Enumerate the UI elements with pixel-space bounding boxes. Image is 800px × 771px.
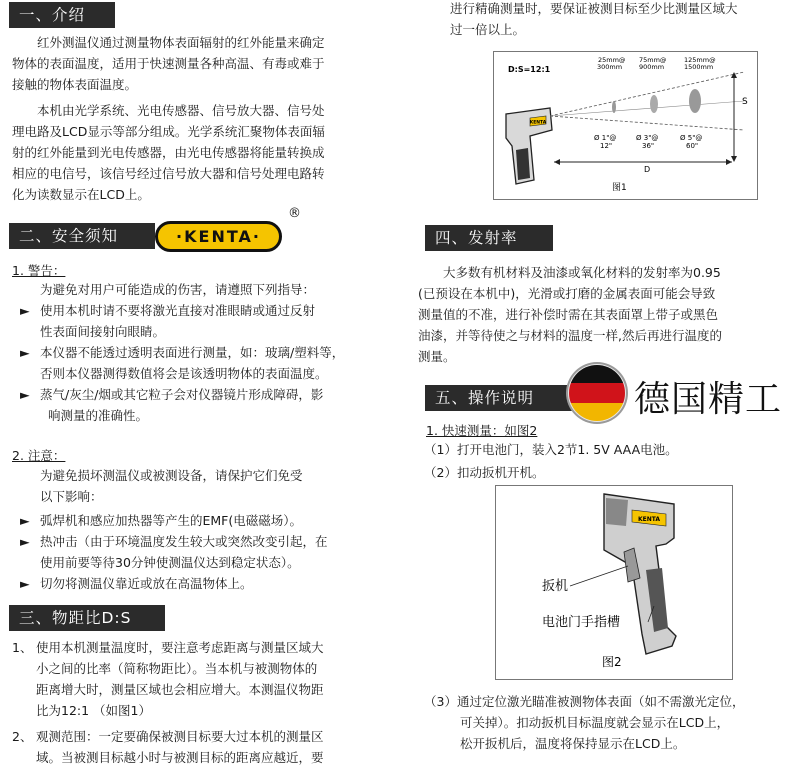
caution-item <box>20 531 392 573</box>
text-line: 大多数有机材料及油漆或氧化材料的发射率为0.95 <box>443 265 721 280</box>
item-number: 1、 <box>12 640 33 655</box>
arrow-icon: ► <box>20 534 30 549</box>
ds-item-2 <box>12 726 390 768</box>
text-line: 使用本机时请不要将激光直接对准眼睛或通过反射 <box>40 303 316 318</box>
figure-2 <box>495 485 733 680</box>
text-line: 本仪器不能透过透明表面进行测量，如：玻璃/塑料等， <box>40 345 345 360</box>
registered-mark: ® <box>288 206 301 221</box>
battery-door-label: 电池门手指槽 <box>542 615 621 630</box>
text-line: 理电路及LCD显示等部分组成。光学系统汇聚物体表面辐 <box>12 124 325 139</box>
text-line: 测量。 <box>418 349 456 364</box>
spot-label: 300mm <box>597 63 623 71</box>
spot-label: 1500mm <box>684 63 714 71</box>
ds-item-1 <box>12 637 390 721</box>
diameter-label: Ø 3"@ <box>636 134 659 142</box>
quick-measure-heading: 1. 快速测量：如图2 <box>426 423 538 438</box>
caution-intro <box>40 465 390 507</box>
text-line: 蒸气/灰尘/烟或其它粒子会对仪器镜片形成障碍，影 <box>40 387 324 402</box>
text-line: 接触的物体表面温度。 <box>12 77 138 92</box>
arrow-icon: ► <box>20 576 30 591</box>
s-label: S <box>742 97 748 107</box>
thermometer-gun-icon <box>506 108 552 184</box>
arrow-icon: ► <box>20 513 30 528</box>
section-1-header: 一、介绍 <box>9 2 115 28</box>
spot-label: 25mm@ <box>598 56 626 64</box>
section-2-header: 二、安全须知 <box>9 223 155 249</box>
gun-diagram <box>496 486 732 679</box>
text-line: 热冲击（由于环境温度发生较大或突然改变引起，在 <box>40 534 328 549</box>
text-line: 距离增大时，测量区域也会相应增大。本测温仪物距 <box>36 682 324 697</box>
intro-paragraph-1 <box>12 32 382 95</box>
text-line: 射的红外能量到光电传感器，由光电传感器将能量转换成 <box>12 145 325 160</box>
diameter-label: 12" <box>600 142 613 150</box>
caution-item <box>20 573 390 594</box>
item-number: 2、 <box>12 729 33 744</box>
warning-intro: 为避免对用户可能造成的伤害，请遵照下列指导： <box>40 282 316 297</box>
text-line: （3）通过定位激光瞄准被测物体表面（如不需激光定位， <box>424 694 745 709</box>
section-5-header: 五、操作说明 <box>425 385 573 411</box>
text-line: 测量值的不准，进行补偿时需在其表面罩上带子或黑色 <box>418 307 719 322</box>
german-craft-slogan: 德国精工 <box>634 379 783 420</box>
arrow-icon: ► <box>20 387 30 402</box>
step-1: （1）打开电池门，装入2节1. 5V AAA电池。 <box>424 442 678 457</box>
german-flag-badge-icon <box>565 361 629 425</box>
caution-heading: 2. 注意： <box>12 448 66 463</box>
warning-heading: 1. 警告： <box>12 263 66 278</box>
gun-brand-label: KENTA <box>529 120 547 126</box>
text-line: 进行精确测量时，要保证被测目标至少比测量区域大 <box>450 1 738 16</box>
ds-diagram <box>494 52 757 199</box>
text-line: 油漆，并等待使之与材料的温度一样,然后再进行温度的 <box>418 328 722 343</box>
spot-label: 125mm@ <box>684 56 716 64</box>
text-line: 观测范围：一定要确保被测目标要大过本机的测量区 <box>36 729 324 744</box>
text-line: 物体的表面温度，适用于快速测量各种高温、有毒或难于 <box>12 56 325 71</box>
figure-caption: 图2 <box>602 655 622 669</box>
text-line: 为避免损坏测温仪或被测设备，请保护它们免受 <box>40 468 303 483</box>
section-3-header: 三、物距比D:S <box>9 605 165 631</box>
text-line: 使用前要等待30分钟使测温仪达到稳定状态）。 <box>40 555 300 570</box>
text-line: 过一倍以上。 <box>450 22 526 37</box>
range-continued <box>450 0 800 40</box>
step-2: （2）扣动扳机开机。 <box>424 465 545 480</box>
diameter-label: 36" <box>642 142 655 150</box>
text-line: 使用本机测量温度时，要注意考虑距离与测量区域大 <box>36 640 324 655</box>
ds-ratio-label: D:S=12:1 <box>508 65 551 74</box>
diameter-label: 60" <box>686 142 699 150</box>
text-line: (已预设在本机中)，光滑或打磨的金属表面可能会导致 <box>418 286 716 301</box>
text-line: 化为读数显示在LCD上。 <box>12 187 150 202</box>
warning-item <box>20 384 390 426</box>
text-line: 否则本仪器测得数值将会是该透明物体的表面温度。 <box>40 366 328 381</box>
text-line: 小之间的比率（简称物距比）。当本机与被测物体的 <box>36 661 318 676</box>
text-line: 响测量的准确性。 <box>48 408 149 423</box>
text-line: 红外测温仪通过测量物体表面辐射的红外能量来确定 <box>37 35 325 50</box>
warning-item <box>20 300 390 342</box>
gun-brand-label: KENTA <box>637 516 661 523</box>
caution-item <box>20 510 390 531</box>
intro-paragraph-2 <box>12 100 382 205</box>
text-line: 性表面间接射向眼睛。 <box>40 324 166 339</box>
d-label: D <box>644 165 651 174</box>
text-line: 相应的电信号，该信号经过信号放大器和信号处理电路转 <box>12 166 325 181</box>
figure-caption: 图1 <box>612 183 627 193</box>
text-line: 本机由光学系统、光电传感器、信号放大器、信号处 <box>37 103 325 118</box>
warning-item <box>20 342 390 384</box>
text-line: 可关掉）。扣动扳机目标温度就会显示在LCD上， <box>460 715 730 730</box>
arrow-icon: ► <box>20 345 30 360</box>
text-line: 以下影响： <box>40 489 103 504</box>
section-4-header: 四、发射率 <box>425 225 553 251</box>
spot-label: 75mm@ <box>639 56 667 64</box>
thermometer-gun-icon <box>604 494 676 654</box>
text-line: 切勿将测温仪靠近或放在高温物体上。 <box>40 576 253 591</box>
diameter-label: Ø 5"@ <box>680 134 703 142</box>
kenta-logo: ·KENTA· <box>155 221 282 252</box>
emissivity-paragraph <box>418 262 798 367</box>
trigger-label: 扳机 <box>542 579 569 594</box>
text-line: 域。当被测目标越小时与被测目标的距离应越近，要 <box>36 750 324 765</box>
arrow-icon: ► <box>20 303 30 318</box>
figure-1 <box>493 51 758 200</box>
text-line: 弧焊机和感应加热器等产生的EMF(电磁磁场）。 <box>40 513 303 528</box>
text-line: 松开扳机后，温度将保持显示在LCD上。 <box>460 736 686 751</box>
spot-label: 900mm <box>639 63 665 71</box>
step-3 <box>424 691 800 754</box>
text-line: 比为12:1 （如图1） <box>36 703 151 718</box>
diameter-label: Ø 1"@ <box>594 134 617 142</box>
